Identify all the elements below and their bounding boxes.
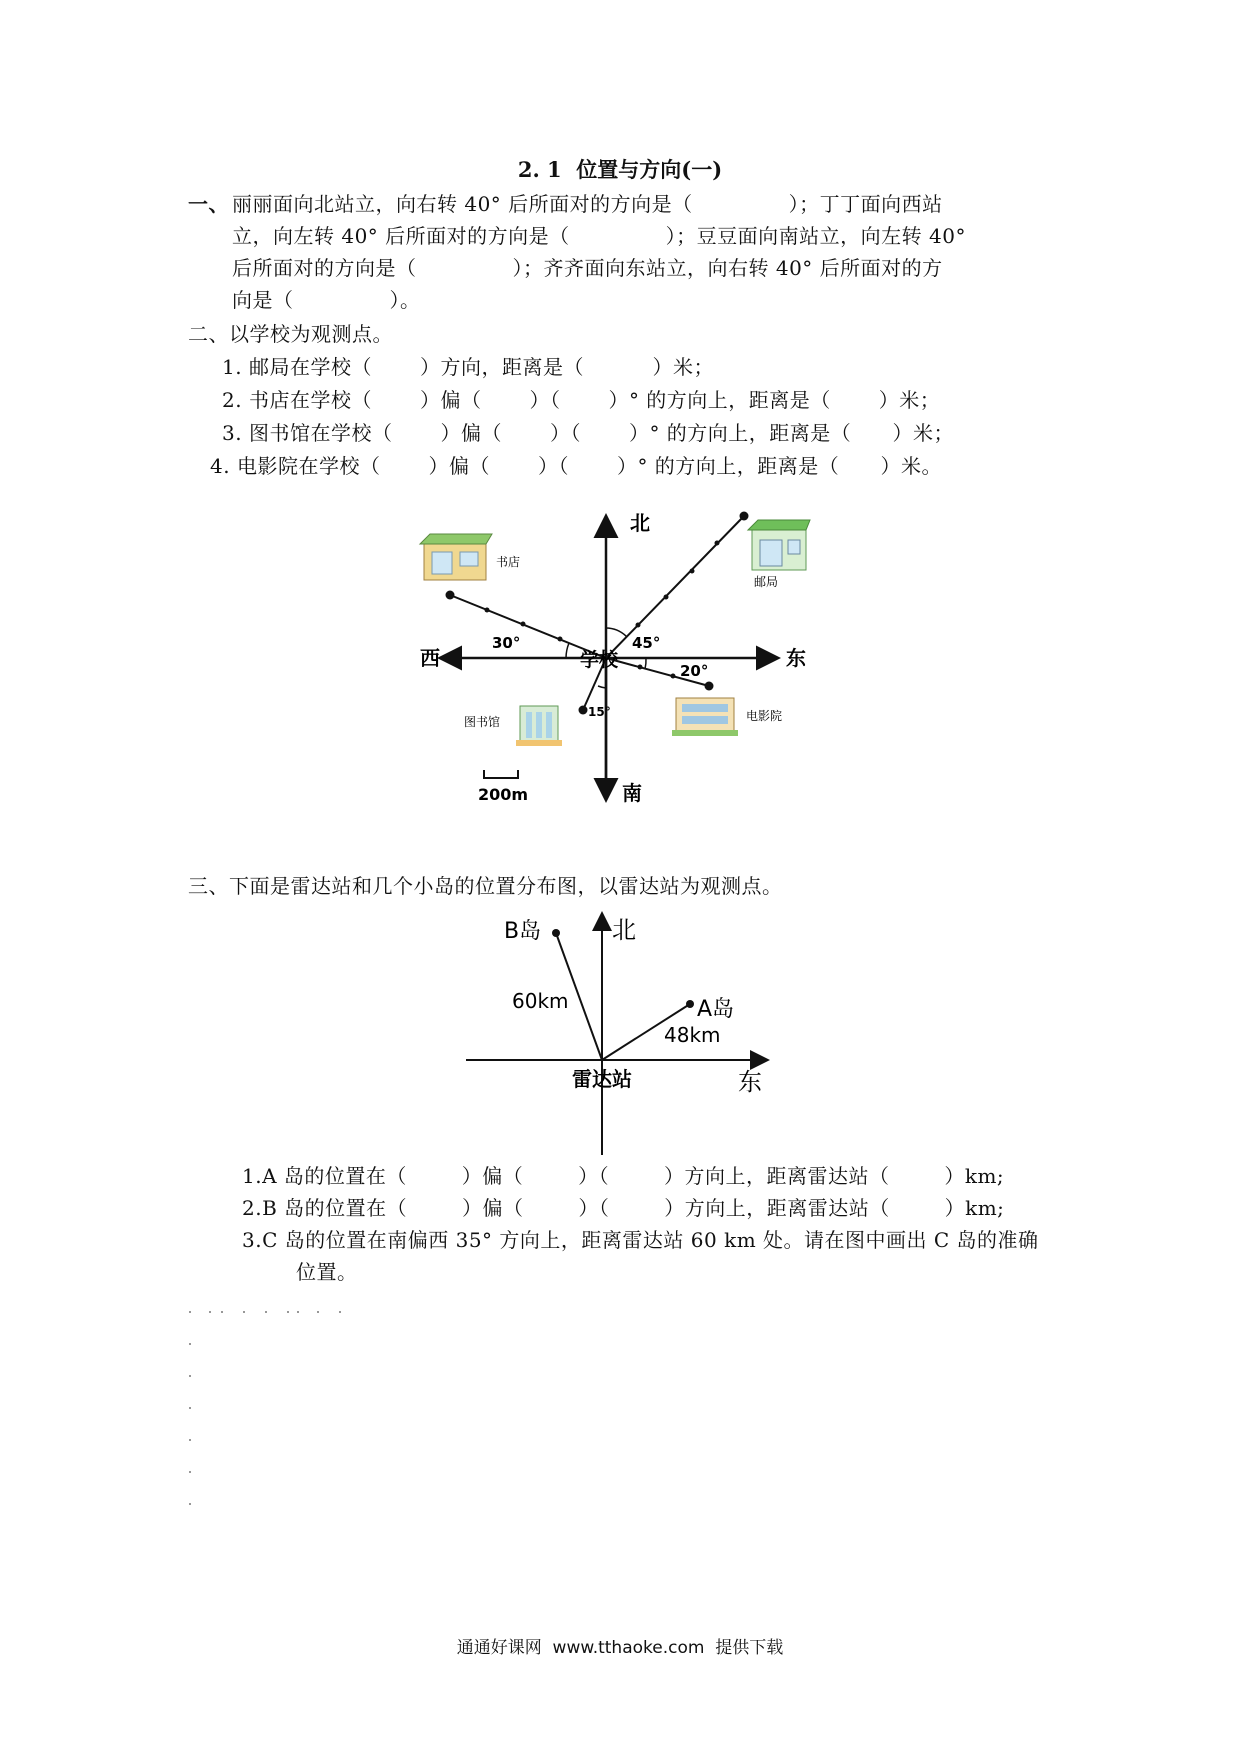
q1-line-4: 向是（ ）。 [232,288,421,312]
cinema-angle-label: 20° [680,662,709,680]
map1-north-label: 北 [630,511,650,535]
q2-item-2: 2. 书店在学校（ ）偏（ ）（ ）° 的方向上，距离是（ ）米； [222,388,941,412]
island-b-label: B岛 [504,919,542,944]
island-a-label: A岛 [697,997,735,1022]
school-label: 学校 [580,649,619,671]
island-b-distance: 60km [512,989,569,1013]
q3-item-4: 位置。 [296,1260,358,1284]
q3-item-2: 2.B 岛的位置在（ ）偏（ ）（ ）方向上，距离雷达站（ ）km; [242,1196,1005,1220]
q1-label: 一、 [188,192,229,216]
radar-station-label: 雷达站 [572,1067,632,1091]
map2-east-label: 东 [738,1068,762,1096]
post-office-label: 邮局 [754,575,779,589]
q2-heading: 二、以学校为观测点。 [188,322,393,346]
map1-west-label: 西 [420,646,440,670]
map1-east-label: 东 [786,646,806,670]
q1-line-3: 后所面对的方向是（ ）；齐齐面向东站立，向右转 40° 后所面对的方 [232,256,943,280]
q2-item-3: 3. 图书馆在学校（ ）偏（ ）（ ）° 的方向上，距离是（ ）米； [222,421,954,445]
bookstore-angle-label: 30° [492,634,521,652]
q2-item-1: 1. 邮局在学校（ ）方向，距离是（ ）米； [222,355,715,379]
library-label: 图书馆 [464,715,501,729]
q2-item-4: 4. 电影院在学校（ ）偏（ ）（ ）° 的方向上，距离是（ ）米。 [210,454,942,478]
q3-item-1: 1.A 岛的位置在（ ）偏（ ）（ ）方向上，距离雷达站（ ）km; [242,1164,1005,1188]
cinema-label: 电影院 [746,709,783,723]
library-angle-label: 15° [588,705,611,719]
map1-south-label: 南 [622,781,642,805]
q1-line-2: 立，向左转 40° 后所面对的方向是（ ）；豆豆面向南站立，向左转 40° [232,224,966,248]
island-a-distance: 48km [664,1023,721,1047]
q1-line-1: 丽丽面向北站立，向右转 40° 后所面对的方向是（ ）；丁丁面向西站 [232,192,943,216]
q3-heading: 三、下面是雷达站和几个小岛的位置分布图，以雷达站为观测点。 [188,874,783,898]
footer-credit: 通通好课网 www.tthaoke.com 提供下载 [456,1638,784,1658]
q3-item-3: 3.C 岛的位置在南偏西 35° 方向上，距离雷达站 60 km 处。请在图中画出 C 岛的准确 [242,1228,1039,1252]
bookstore-label: 书店 [496,555,521,569]
page-title: 2. 1 位置与方向(一) [517,157,723,182]
map2-north-label: 北 [612,916,636,944]
post-office-angle-label: 45° [632,634,661,652]
scale-label: 200m [478,785,529,804]
